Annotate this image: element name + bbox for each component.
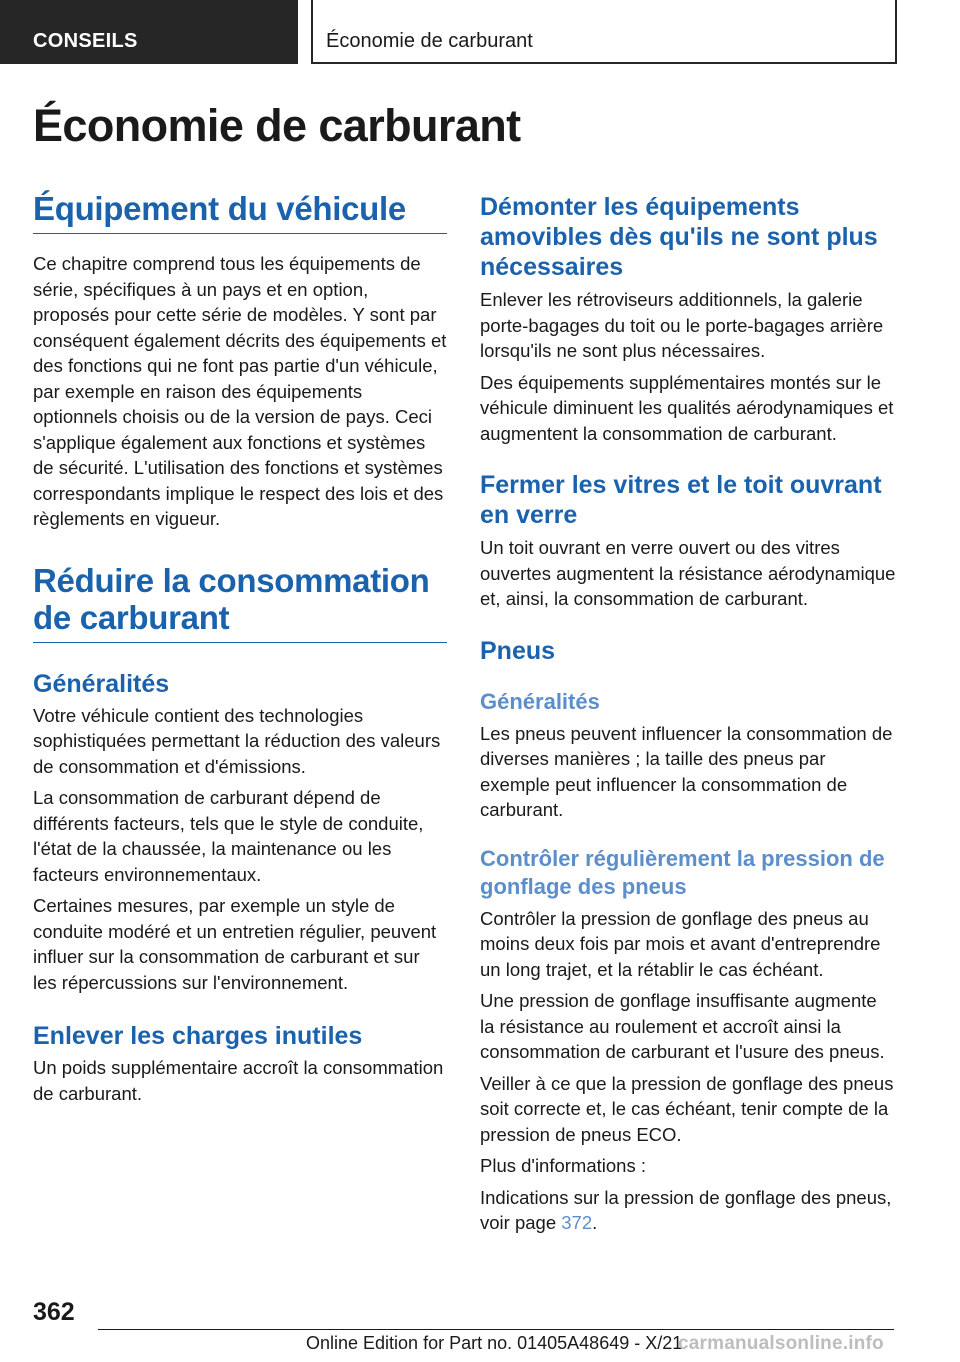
- paragraph-controler-2: Une pression de gonflage insuffisante augmente la résistance au roulement et accroît ainsi la consommation de carburant et l'usure des pneus.: [480, 990, 885, 1062]
- paragraph-demonter-2: Des équipements supplémentaires montés sur le véhicule diminuent les qualités aérodynamiques et augmentent la consommation de carburant.: [480, 371, 894, 444]
- left-column: [33, 190, 447, 1106]
- heading-generalites: Généralités: [33, 669, 170, 698]
- paragraph-controler-5: [480, 1185, 896, 1236]
- paragraph-controler-1: Contrôler la pression de gonflage des pneus au moins deux fois par mois et avant d'entreprendre un long trajet, et la rétablir le cas échéant.: [480, 907, 881, 980]
- page-reference-link[interactable]: 372: [561, 1212, 593, 1233]
- paragraph-generalites-3: Certaines mesures, par exemple un style de conduite modéré et un entretien régulier, peuvent influer sur la consommation de carburant et sur les répercussions sur l'environnement.: [33, 895, 437, 993]
- chapter-tab: [311, 0, 897, 64]
- edition-note: Online Edition for Part no. 01405A48649 - X/21: [306, 1333, 683, 1353]
- page-title: Économie de carburant: [33, 100, 521, 151]
- right-column: [480, 192, 896, 1236]
- paragraph-pneus-generalites: Les pneus peuvent influencer la consommation de diverses manières ; la taille des pneus par exemple peut influencer la consommation de carburant.: [480, 722, 893, 820]
- paragraph-demonter-1: Enlever les rétroviseurs additionnels, la galerie porte-bagages du toit ou le porte-bagages arrière lorsqu'ils ne sont plus nécessaires.: [480, 289, 884, 361]
- heading-charges: Enlever les charges inutiles: [33, 1022, 363, 1050]
- paragraph-charges: Un poids supplémentaire accroît la consommation de carburant.: [33, 1057, 444, 1104]
- heading-equipement: Équipement du véhicule: [33, 190, 447, 234]
- section-tab: [0, 0, 298, 64]
- paragraph-generalites-2: La consommation de carburant dépend de différents facteurs, tels que le style de conduite, l'état de la chaussée, la maintenance ou les facteurs environnementaux.: [33, 787, 424, 885]
- heading-pneus-generalites: Généralités: [480, 688, 600, 714]
- reference-text: Indications sur la pression de gonflage des pneus, voir page: [480, 1186, 892, 1233]
- paragraph-fermer: Un toit ouvrant en verre ouvert ou des vitres ouvertes augmentent la résistance aérodynamique et, ainsi, la consommation de carburant.: [480, 537, 896, 609]
- paragraph-controler-3: Veiller à ce que la pression de gonflage des pneus soit correcte et, le cas échéant, tenir compte de la pression de pneus ECO.: [480, 1072, 894, 1145]
- heading-controler: Contrôler régulièrement la pression de gonflage des pneus: [480, 845, 885, 899]
- chapter-label: Économie de carburant: [326, 30, 533, 52]
- reference-end: .: [592, 1212, 598, 1233]
- paragraph-controler-4: Plus d'informations :: [480, 1155, 646, 1176]
- heading-pneus: Pneus: [480, 636, 556, 665]
- heading-reduire: Réduire la consommation de carburant: [33, 562, 447, 643]
- paragraph-equipement: Ce chapitre comprend tous les équipements de série, spécifiques à un pays et en option, proposés pour cette série de modèles. Y sont par conséquent également décrits des équipements et des fonctions qui ne font pas partie d'un véhicule, par exemple en raison des équipements optionnels choisis ou de la version de pays. Ceci s'applique également aux fonctions et systèmes de sécurité. L'utilisation des fonctions et systèmes correspondants implique le respect des lois et des règlements en vigueur.: [33, 253, 447, 529]
- footer-divider: [98, 1329, 894, 1330]
- section-label: CONSEILS: [33, 30, 138, 52]
- watermark: carmanualsonline.info: [678, 1333, 884, 1354]
- heading-demonter: Démonter les équipements amovibles dès qu'ils ne sont plus nécessaires: [480, 193, 878, 281]
- paragraph-generalites-1: Votre véhicule contient des technologies sophistiquées permettant la réduction des valeurs de consommation et d'émissions.: [33, 704, 441, 777]
- heading-fermer: Fermer les vitres et le toit ouvrant en verre: [480, 471, 882, 529]
- page-number: 362: [33, 1298, 75, 1326]
